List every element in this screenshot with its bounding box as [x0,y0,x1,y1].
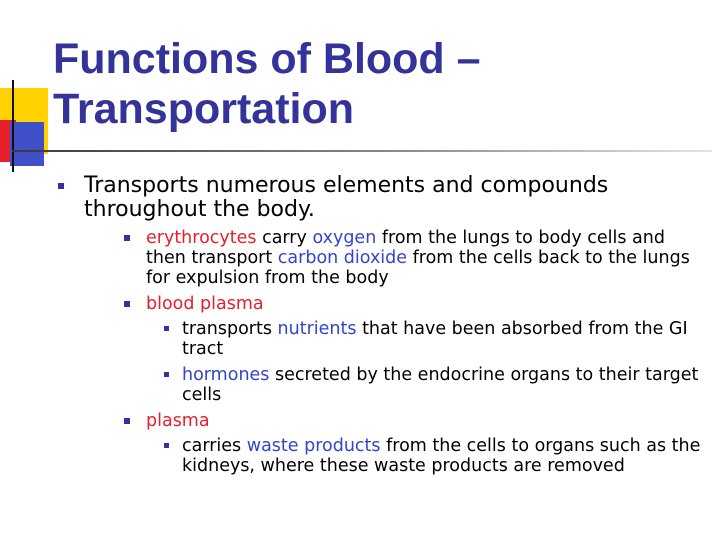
term-waste-products: waste products [246,436,381,456]
bullet-erythrocytes [112,228,706,288]
slide-title: Functions of Blood – Transportation [53,35,481,133]
bullet-plasma [112,411,706,476]
square-bullet-icon [124,301,130,307]
bullet-text: carries [182,436,247,456]
bullet-text: that have been absorbed from the GI tract [182,319,688,359]
bullet-transports [56,174,706,476]
bullet-text: from the lungs to body cells and then transport [146,228,665,268]
bullet-blood-plasma [112,294,706,405]
term-nutrients: nutrients [277,319,357,339]
bullet-list [56,174,706,476]
bullet-waste-products [146,436,706,476]
sub-bullet-list [84,228,706,476]
square-bullet-icon [164,443,169,448]
sub-sub-bullet-list [146,319,706,405]
term-hormones: hormones [182,365,270,385]
bullet-text: from the cells back to the lungs for expulsion from the body [146,248,690,288]
decorative-blue-block [10,122,44,166]
bullet-text: carry [256,228,313,248]
bullet-nutrients [146,319,706,359]
square-bullet-icon [58,183,64,189]
bullet-text: from the cells to organs such as the kidneys, where these waste products are removed [182,436,701,476]
term-erythrocytes: erythrocytes [146,228,257,248]
bullet-hormones [146,365,706,405]
term-blood-plasma: blood plasma [146,294,264,314]
square-bullet-icon [164,326,169,331]
sub-sub-bullet-list [146,436,706,476]
term-carbon-dioxide: carbon dioxide [277,248,408,268]
slide-content [56,174,706,482]
square-bullet-icon [124,418,130,424]
term-plasma: plasma [146,411,210,431]
bullet-text: secreted by the endocrine organs to their target cells [182,365,699,405]
term-oxygen: oxygen [312,228,377,248]
decorative-vertical-line [12,80,14,172]
square-bullet-icon [124,235,130,241]
bullet-text: transports [182,319,278,339]
square-bullet-icon [164,372,169,377]
bullet-text: Transports numerous elements and compounds throughout the body. [84,173,609,222]
title-divider-line [12,150,712,152]
